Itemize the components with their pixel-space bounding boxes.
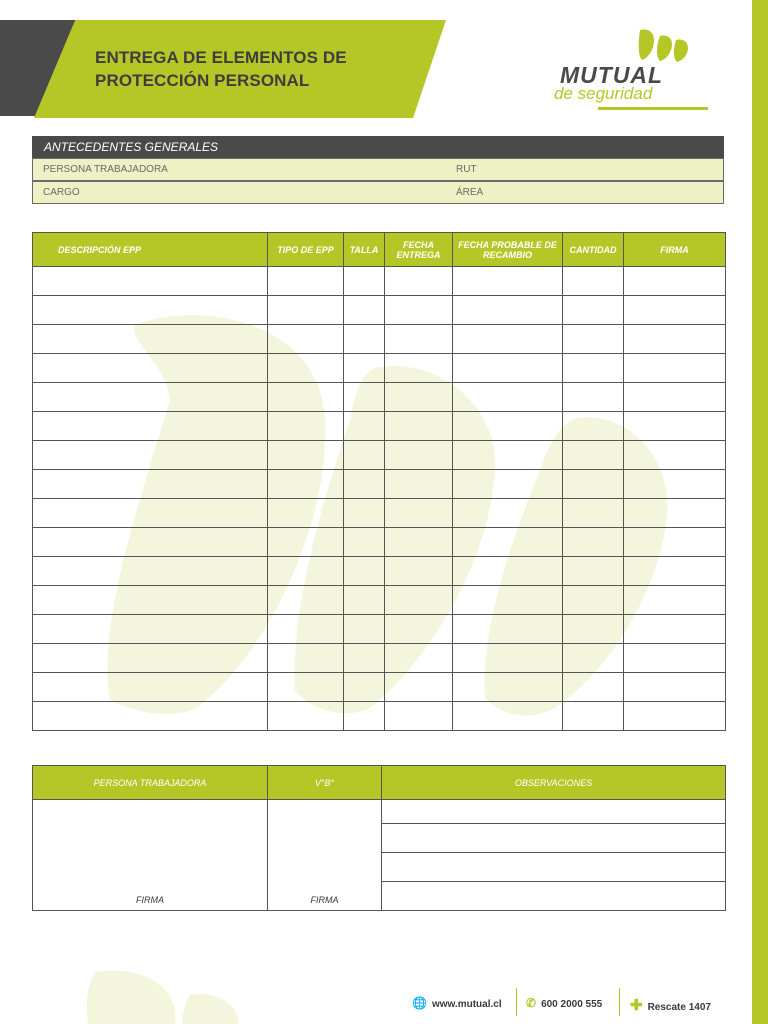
epp-cell-firma[interactable] bbox=[624, 528, 726, 557]
footer-phone[interactable] bbox=[526, 996, 602, 1010]
epp-cell-cantidad[interactable] bbox=[563, 557, 624, 586]
epp-cell-talla[interactable] bbox=[344, 267, 385, 296]
footer-web[interactable] bbox=[412, 996, 502, 1010]
epp-cell-firma[interactable] bbox=[624, 673, 726, 702]
col-persona-trabajadora: PERSONA TRABAJADORA bbox=[33, 766, 268, 800]
epp-cell-firma[interactable] bbox=[624, 383, 726, 412]
epp-row bbox=[33, 412, 726, 441]
info-row-cargo bbox=[32, 181, 724, 204]
epp-cell-descripcion[interactable] bbox=[33, 441, 268, 470]
epp-cell-tipo[interactable] bbox=[268, 499, 344, 528]
epp-cell-fecha-entrega[interactable] bbox=[385, 673, 453, 702]
epp-row bbox=[33, 528, 726, 557]
epp-row bbox=[33, 673, 726, 702]
epp-cell-firma[interactable] bbox=[624, 615, 726, 644]
observaciones-line-3[interactable] bbox=[382, 853, 726, 882]
epp-cell-talla[interactable] bbox=[344, 383, 385, 412]
epp-cell-fecha-entrega[interactable] bbox=[385, 267, 453, 296]
footer-rescue[interactable] bbox=[630, 996, 711, 1014]
epp-cell-cantidad[interactable] bbox=[563, 586, 624, 615]
col-cantidad: CANTIDAD bbox=[563, 233, 624, 267]
epp-cell-tipo[interactable] bbox=[268, 702, 344, 731]
epp-cell-cantidad[interactable] bbox=[563, 470, 624, 499]
epp-cell-tipo[interactable] bbox=[268, 267, 344, 296]
logo-subtitle: de seguridad bbox=[554, 84, 653, 103]
logo-wordmark: MUTUAL bbox=[560, 62, 664, 88]
col-vobo: V°B° bbox=[268, 766, 382, 800]
cargo-label: CARGO bbox=[43, 187, 80, 198]
epp-table-body bbox=[33, 267, 726, 731]
epp-cell-cantidad[interactable] bbox=[563, 441, 624, 470]
epp-cell-firma[interactable] bbox=[624, 470, 726, 499]
epp-cell-cantidad[interactable] bbox=[563, 325, 624, 354]
epp-row bbox=[33, 267, 726, 296]
title-line-1: ENTREGA DE ELEMENTOS DE bbox=[95, 48, 347, 67]
firma-label-1: FIRMA bbox=[136, 895, 164, 905]
logo-underline bbox=[598, 107, 708, 110]
epp-cell-tipo[interactable] bbox=[268, 383, 344, 412]
epp-cell-fecha-recambio[interactable] bbox=[453, 586, 563, 615]
epp-cell-fecha-recambio[interactable] bbox=[453, 702, 563, 731]
observaciones-line-1[interactable] bbox=[382, 800, 726, 824]
info-row-persona bbox=[32, 158, 724, 181]
epp-cell-firma[interactable] bbox=[624, 702, 726, 731]
epp-cell-talla[interactable] bbox=[344, 499, 385, 528]
epp-cell-tipo[interactable] bbox=[268, 354, 344, 383]
epp-cell-fecha-entrega[interactable] bbox=[385, 586, 453, 615]
footer-divider-2 bbox=[619, 988, 620, 1016]
epp-cell-descripcion[interactable] bbox=[33, 470, 268, 499]
epp-cell-fecha-recambio[interactable] bbox=[453, 383, 563, 412]
epp-header-row bbox=[33, 233, 726, 267]
epp-cell-tipo[interactable] bbox=[268, 528, 344, 557]
footer-rescue-text: Rescate 1407 bbox=[647, 1002, 711, 1013]
page-title bbox=[95, 46, 347, 92]
epp-cell-descripcion[interactable] bbox=[33, 354, 268, 383]
epp-cell-fecha-recambio[interactable] bbox=[453, 499, 563, 528]
epp-cell-fecha-entrega[interactable] bbox=[385, 644, 453, 673]
epp-cell-tipo[interactable] bbox=[268, 644, 344, 673]
epp-cell-talla[interactable] bbox=[344, 412, 385, 441]
epp-cell-fecha-entrega[interactable] bbox=[385, 528, 453, 557]
epp-row bbox=[33, 441, 726, 470]
col-descripcion: DESCRIPCIÓN EPP bbox=[33, 233, 268, 267]
epp-cell-fecha-recambio[interactable] bbox=[453, 644, 563, 673]
epp-cell-fecha-entrega[interactable] bbox=[385, 557, 453, 586]
col-observaciones: OBSERVACIONES bbox=[382, 766, 726, 800]
epp-cell-firma[interactable] bbox=[624, 354, 726, 383]
epp-cell-fecha-entrega[interactable] bbox=[385, 383, 453, 412]
epp-cell-descripcion[interactable] bbox=[33, 412, 268, 441]
epp-cell-firma[interactable] bbox=[624, 499, 726, 528]
epp-cell-descripcion[interactable] bbox=[33, 702, 268, 731]
epp-cell-fecha-entrega[interactable] bbox=[385, 325, 453, 354]
epp-table bbox=[32, 232, 726, 731]
mutual-logo bbox=[550, 26, 715, 116]
epp-cell-cantidad[interactable] bbox=[563, 267, 624, 296]
epp-cell-descripcion[interactable] bbox=[33, 644, 268, 673]
epp-row bbox=[33, 354, 726, 383]
footer-web-text: www.mutual.cl bbox=[431, 999, 502, 1010]
epp-cell-tipo[interactable] bbox=[268, 470, 344, 499]
epp-cell-tipo[interactable] bbox=[268, 412, 344, 441]
epp-cell-descripcion[interactable] bbox=[33, 499, 268, 528]
epp-cell-fecha-recambio[interactable] bbox=[453, 441, 563, 470]
epp-cell-fecha-recambio[interactable] bbox=[453, 354, 563, 383]
footer-phone-text: 600 2000 555 bbox=[541, 999, 603, 1010]
footer-divider-1 bbox=[516, 988, 517, 1016]
epp-cell-talla[interactable] bbox=[344, 615, 385, 644]
epp-cell-descripcion[interactable] bbox=[33, 325, 268, 354]
epp-cell-talla[interactable] bbox=[344, 470, 385, 499]
observaciones-line-2[interactable] bbox=[382, 824, 726, 853]
col-fecha-recambio: FECHA PROBABLE DE RECAMBIO bbox=[453, 233, 563, 267]
epp-row bbox=[33, 557, 726, 586]
epp-cell-talla[interactable] bbox=[344, 586, 385, 615]
epp-cell-fecha-recambio[interactable] bbox=[453, 615, 563, 644]
epp-cell-tipo[interactable] bbox=[268, 673, 344, 702]
epp-cell-descripcion[interactable] bbox=[33, 383, 268, 412]
epp-cell-fecha-entrega[interactable] bbox=[385, 470, 453, 499]
epp-cell-fecha-recambio[interactable] bbox=[453, 296, 563, 325]
epp-cell-talla[interactable] bbox=[344, 325, 385, 354]
epp-cell-fecha-entrega[interactable] bbox=[385, 296, 453, 325]
epp-cell-talla[interactable] bbox=[344, 644, 385, 673]
epp-cell-fecha-entrega[interactable] bbox=[385, 499, 453, 528]
firma-trabajador-field[interactable] bbox=[33, 800, 268, 911]
signature-header-row bbox=[33, 766, 726, 800]
epp-row bbox=[33, 470, 726, 499]
epp-cell-descripcion[interactable] bbox=[33, 586, 268, 615]
right-accent-stripe bbox=[752, 0, 768, 1024]
epp-cell-cantidad[interactable] bbox=[563, 673, 624, 702]
epp-cell-firma[interactable] bbox=[624, 441, 726, 470]
epp-cell-talla[interactable] bbox=[344, 702, 385, 731]
epp-cell-fecha-entrega[interactable] bbox=[385, 702, 453, 731]
observaciones-line-4[interactable] bbox=[382, 882, 726, 911]
epp-cell-talla[interactable] bbox=[344, 673, 385, 702]
epp-cell-fecha-entrega[interactable] bbox=[385, 412, 453, 441]
epp-cell-firma[interactable] bbox=[624, 296, 726, 325]
epp-cell-fecha-entrega[interactable] bbox=[385, 354, 453, 383]
epp-cell-fecha-recambio[interactable] bbox=[453, 325, 563, 354]
epp-cell-tipo[interactable] bbox=[268, 615, 344, 644]
epp-cell-cantidad[interactable] bbox=[563, 383, 624, 412]
epp-cell-cantidad[interactable] bbox=[563, 528, 624, 557]
epp-cell-fecha-recambio[interactable] bbox=[453, 528, 563, 557]
phone-icon: ✆ bbox=[526, 996, 537, 1010]
epp-cell-fecha-recambio[interactable] bbox=[453, 267, 563, 296]
epp-cell-firma[interactable] bbox=[624, 267, 726, 296]
epp-cell-fecha-recambio[interactable] bbox=[453, 412, 563, 441]
general-section-heading: ANTECEDENTES GENERALES bbox=[32, 136, 724, 158]
epp-cell-descripcion[interactable] bbox=[33, 267, 268, 296]
epp-row bbox=[33, 296, 726, 325]
epp-cell-talla[interactable] bbox=[344, 441, 385, 470]
epp-cell-cantidad[interactable] bbox=[563, 354, 624, 383]
epp-row bbox=[33, 586, 726, 615]
epp-cell-firma[interactable] bbox=[624, 325, 726, 354]
cross-icon: ✚ bbox=[630, 997, 643, 1014]
epp-cell-tipo[interactable] bbox=[268, 586, 344, 615]
epp-cell-cantidad[interactable] bbox=[563, 615, 624, 644]
epp-cell-tipo[interactable] bbox=[268, 296, 344, 325]
epp-cell-cantidad[interactable] bbox=[563, 499, 624, 528]
epp-cell-cantidad[interactable] bbox=[563, 412, 624, 441]
epp-cell-firma[interactable] bbox=[624, 644, 726, 673]
col-firma: FIRMA bbox=[624, 233, 726, 267]
epp-cell-descripcion[interactable] bbox=[33, 296, 268, 325]
globe-icon: 🌐 bbox=[412, 996, 427, 1010]
epp-cell-tipo[interactable] bbox=[268, 325, 344, 354]
epp-row bbox=[33, 325, 726, 354]
epp-row bbox=[33, 615, 726, 644]
col-talla: TALLA bbox=[344, 233, 385, 267]
signature-table bbox=[32, 765, 726, 911]
epp-cell-talla[interactable] bbox=[344, 296, 385, 325]
col-tipo: TIPO DE EPP bbox=[268, 233, 344, 267]
epp-row bbox=[33, 499, 726, 528]
epp-cell-fecha-recambio[interactable] bbox=[453, 557, 563, 586]
epp-cell-fecha-entrega[interactable] bbox=[385, 615, 453, 644]
epp-cell-firma[interactable] bbox=[624, 586, 726, 615]
epp-cell-talla[interactable] bbox=[344, 528, 385, 557]
epp-cell-fecha-recambio[interactable] bbox=[453, 470, 563, 499]
epp-cell-descripcion[interactable] bbox=[33, 615, 268, 644]
epp-cell-tipo[interactable] bbox=[268, 557, 344, 586]
epp-cell-talla[interactable] bbox=[344, 354, 385, 383]
epp-row bbox=[33, 644, 726, 673]
epp-row bbox=[33, 383, 726, 412]
epp-cell-cantidad[interactable] bbox=[563, 702, 624, 731]
firma-vobo-field[interactable] bbox=[268, 800, 382, 911]
epp-cell-cantidad[interactable] bbox=[563, 644, 624, 673]
epp-cell-firma[interactable] bbox=[624, 412, 726, 441]
firma-label-2: FIRMA bbox=[310, 895, 339, 905]
epp-cell-fecha-entrega[interactable] bbox=[385, 441, 453, 470]
col-fecha-entrega: FECHA ENTREGA bbox=[385, 233, 453, 267]
rut-label: RUT bbox=[456, 164, 477, 175]
epp-cell-descripcion[interactable] bbox=[33, 673, 268, 702]
epp-cell-descripcion[interactable] bbox=[33, 528, 268, 557]
title-line-2: PROTECCIÓN PERSONAL bbox=[95, 71, 310, 90]
logo-mark-icon bbox=[550, 26, 715, 66]
epp-cell-talla[interactable] bbox=[344, 557, 385, 586]
epp-cell-fecha-recambio[interactable] bbox=[453, 673, 563, 702]
epp-cell-tipo[interactable] bbox=[268, 441, 344, 470]
epp-row bbox=[33, 702, 726, 731]
persona-label: PERSONA TRABAJADORA bbox=[43, 164, 168, 175]
epp-cell-cantidad[interactable] bbox=[563, 296, 624, 325]
epp-cell-firma[interactable] bbox=[624, 557, 726, 586]
area-label: ÁREA bbox=[456, 187, 484, 198]
epp-cell-descripcion[interactable] bbox=[33, 557, 268, 586]
